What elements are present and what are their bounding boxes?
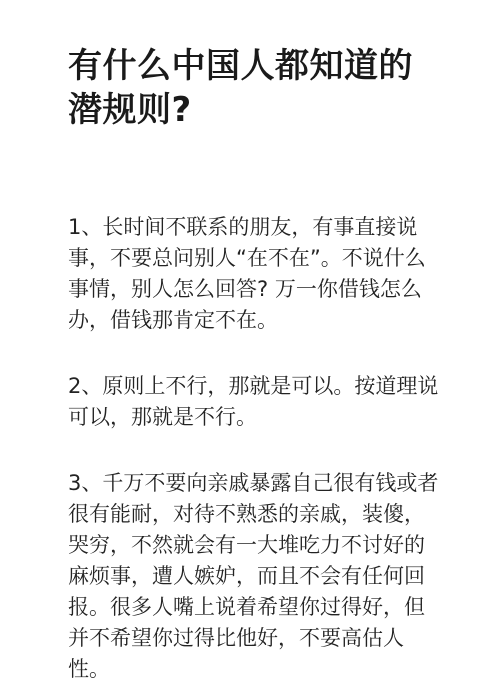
article-body	[68, 212, 440, 685]
paragraph-1: 1、长时间不联系的朋友，有事直接说事，不要总问别人“在不在”。不说什么事情，别人怎么回答? 万一你借钱怎么办，借钱那肯定不在。	[68, 215, 426, 332]
article-title: 有什么中国人都知道的潜规则?	[68, 46, 413, 130]
paragraph-3: 3、千万不要向亲戚暴露自己很有钱或者很有能耐，对待不熟悉的亲戚，装傻，哭穷，不然就会有一大堆吃力不讨好的麻烦事，遭人嫉妒，而且不会有任何回报。很多人嘴上说着希望你过得好，但并不希望你过得比他好，不要高估人性。	[68, 471, 439, 681]
paragraph-2: 2、原则上不行，那就是可以。按道理说可以，那就是不行。	[68, 374, 439, 429]
